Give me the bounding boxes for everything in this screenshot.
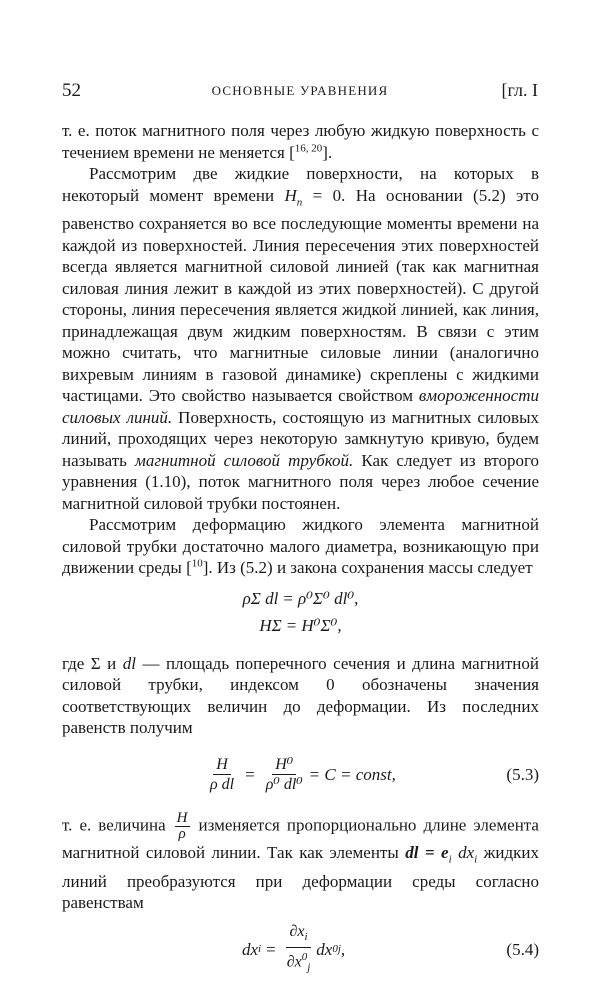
- citation-ref: 16, 20: [294, 141, 323, 154]
- page-header: [62, 80, 538, 106]
- eq1-equals: =: [283, 588, 293, 608]
- equation-5-3: $\frac{H}{\text{ρ dl}}$ = $\frac{\text{H⁰}}{\text{ρ⁰ dl⁰}}$ = C = const, (5.3): [62, 749, 539, 801]
- p5-text-c: жидких линий преобразуются при деформации среды согласно равенствам: [62, 842, 539, 913]
- p4-text-b: — площадь поперечного сечения и длина магнитной силовой трубки, индексом 0 обозначены значения соответствующих величин до деформации. Из последних равенств получим: [62, 653, 539, 738]
- paragraph-2: [62, 163, 539, 514]
- chapter-marker: [гл. I: [501, 80, 538, 100]
- p2-text-c: Поверхность, состоящую из магнитных силовых линий, проходящих через некоторую замкнутую кривую, будем называть: [62, 407, 540, 470]
- paragraph-1: [62, 120, 539, 163]
- dl-symbol: dl: [122, 653, 136, 673]
- eq1-rhs: ρ⁰Σ⁰ dl⁰,: [297, 588, 359, 608]
- vector-dl: dl = e: [405, 842, 449, 862]
- partial-derivative-fraction: $\frac{\partial x_i}{\partial x^0_j}$: [286, 922, 311, 974]
- hn-subscript: n: [296, 195, 303, 208]
- p1-text: т. е. поток магнитного поля через любую жидкую поверхность с течением времени не меняется [: [62, 121, 539, 162]
- fraction-h0-over-rho0-dl0: $\frac{\text{H⁰}}{\text{ρ⁰ dl⁰}}$: [265, 756, 303, 794]
- equation-group: [62, 585, 539, 639]
- citation-ref-2: 10: [191, 557, 203, 570]
- equation-number-5-4: (5.4): [506, 939, 539, 959]
- eq53-tail: = C = const,: [308, 765, 396, 785]
- fraction-h-over-rho-dl: $\frac{H}{\text{ρ dl}}$: [210, 756, 235, 794]
- hn-symbol: H: [284, 185, 297, 205]
- paragraph-4: [62, 653, 539, 739]
- equation-mass: [62, 585, 539, 612]
- p2-text-a: Рассмотрим две жидкие поверхности, на которых в некоторый момент времени: [62, 164, 539, 205]
- p4-text-a: где Σ и: [62, 653, 123, 673]
- equation-number-5-3: (5.3): [506, 764, 539, 784]
- p2-text-b: = 0. На основании (5.2) это равенство сохраняется во все последующие моменты времени на каждой из поверхностей. Линия пересечения этих поверхностей всегда является магнитной силовой линией (так как магнитная силовая линия лежит в каждой из этих поверхностей). С другой стороны, линия пересечения является жидкой линией, как линия, принадлежащая двум жидким поверхностям. В связи с этим можно считать, что магнитные силовые линии (аналогично вихревым линиям в газовой динамике) скреплены с жидкими частицами. Это свойство называется свойством: [62, 185, 539, 406]
- body-text: [62, 120, 539, 986]
- term-flux-tube: магнитной силовой трубкой.: [134, 450, 354, 470]
- eq2-rhs: H⁰Σ⁰,: [301, 615, 342, 635]
- eq1-lhs: ρΣ dl: [242, 588, 279, 608]
- eq54-lhs: dx: [242, 940, 259, 960]
- page-number: 52: [62, 80, 81, 101]
- eq2-lhs: HΣ: [259, 615, 282, 635]
- running-title: ОСНОВНЫЕ УРАВНЕНИЯ: [211, 83, 389, 98]
- p3-text-a: Рассмотрим деформацию жидкого элемента магнитной силовой трубки достаточно малого диаметра, возникающую при движении среды [: [62, 515, 539, 578]
- p1-end: ].: [322, 142, 333, 162]
- paragraph-3: [62, 514, 539, 579]
- eq2-equals: =: [286, 615, 297, 635]
- fraction-h-over-rho: $\frac{H}{\rho}$: [176, 809, 188, 842]
- p2-text-d: Как следует из второго уравнения (1.10), поток магнитного поля через любое сечение магнитной силовой трубки постоянен.: [62, 450, 539, 513]
- p3-text-b: ]. Из (5.2) и закона сохранения массы следует: [202, 558, 533, 578]
- equation-5-4: dx i = $\frac{\partial x_i}{\partial x^0_j}$ dx 0 j , (5.4): [62, 924, 539, 976]
- eq54-rhs: dx: [316, 940, 333, 960]
- equation-flux: [62, 612, 539, 639]
- p5-text-a: т. е. величина: [62, 815, 173, 835]
- paragraph-5: т. е. величина $\frac{H}{\rho}$ изменяется пропорционально длине элемента магнитной силовой линии. Так как элементы dl = $e_i$ $dx_i$ жидких линий преобразуются при деформации среды согласно равенствам: [62, 809, 539, 913]
- term-frozen-lines: вмороженности силовых линий.: [62, 386, 539, 427]
- p5-text-b: изменяется пропорционально длине элемента магнитной силовой линии. Так как элементы: [62, 815, 539, 862]
